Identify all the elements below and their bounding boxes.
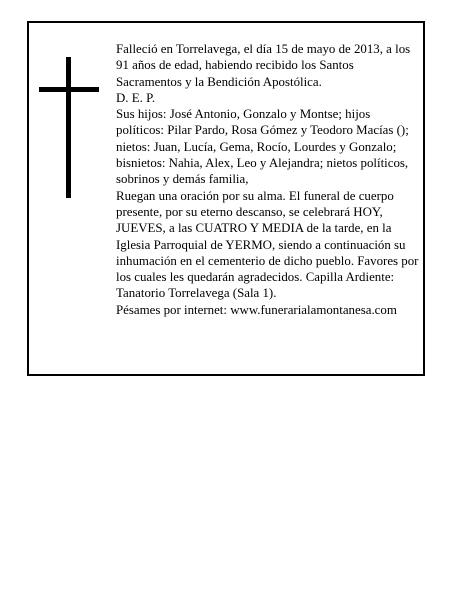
notice-text-block <box>116 41 420 318</box>
rest-in-peace: D. E. P. <box>116 90 156 105</box>
cross-vertical-bar <box>66 57 71 198</box>
obituary-notice <box>27 21 425 376</box>
cross-icon <box>39 57 99 198</box>
funeral-details: Ruegan una oración por su alma. El funeral de cuerpo presente, por su eterno descanso, se celebrará HOY, JUEVES, a las CUATRO Y MEDIA de la tarde, en la Iglesia Parroquial de YERMO, siendo a continuación su inhumación en el cementerio de dicho pueblo. Favores por los cuales les quedarán agradecidos. Capilla Ardiente: Tanatorio Torrelavega (Sala 1). <box>116 188 419 301</box>
condolences-web: Pésames por internet: www.funerarialamontanesa.com <box>116 302 397 317</box>
cross-horizontal-bar <box>39 87 99 92</box>
death-announcement: Falleció en Torrelavega, el día 15 de mayo de 2013, a los 91 años de edad, habiendo recibido los Santos Sacramentos y la Bendición Apostólica. <box>116 42 411 89</box>
family-members: Sus hijos: José Antonio, Gonzalo y Montse; hijos políticos: Pilar Pardo, Rosa Gómez y Teodoro Macías (); nietos: Juan, Lucía, Gema, Rocío, Lourdes y Gonzalo; bisnietos: Nahia, Alex, Leo y Alejandra; nietos políticos, sobrinos y demás familia, <box>116 107 409 187</box>
